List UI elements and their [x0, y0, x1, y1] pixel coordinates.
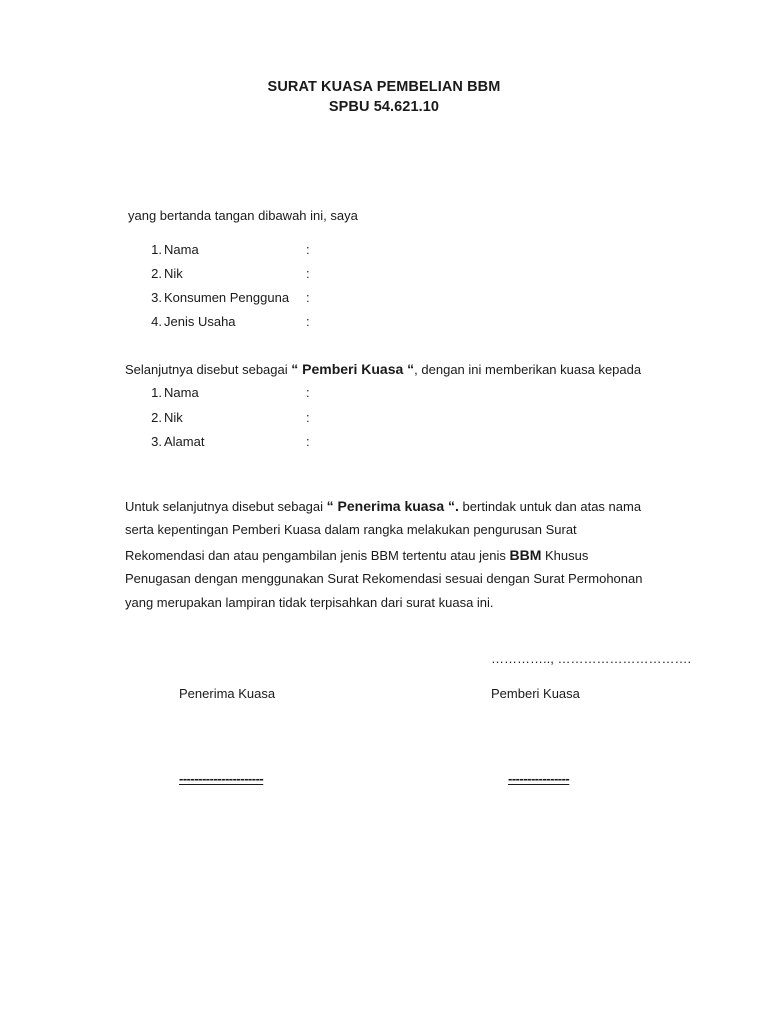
- field-label-nik: Nik: [164, 266, 183, 281]
- field-label-jenis-usaha: Jenis Usaha: [164, 314, 236, 329]
- paragraph-line: [125, 547, 685, 563]
- list-item: [140, 290, 340, 310]
- list-number: 1.: [151, 242, 162, 257]
- paragraph-line: [125, 498, 685, 514]
- pemberi-kuasa-label: Pemberi Kuasa: [491, 686, 580, 701]
- pemberi-kuasa-sentence: [125, 361, 685, 377]
- list-number: 1.: [151, 385, 162, 400]
- field-colon: :: [306, 266, 310, 281]
- paragraph-text: bertindak untuk dan atas nama: [458, 499, 642, 514]
- document-title: SURAT KUASA PEMBELIAN BBM: [267, 79, 501, 95]
- paragraph-line: Penugasan dengan menggunakan Surat Rekomendasi sesuai dengan Surat Permohonan: [125, 571, 643, 586]
- list-item: [140, 314, 340, 334]
- list-number: 3.: [151, 434, 162, 449]
- bbm-term: BBM: [509, 547, 542, 563]
- list-item: [140, 385, 340, 405]
- field-colon: :: [306, 434, 310, 449]
- list-item: [140, 266, 340, 286]
- sentence-text: , dengan ini memberikan kuasa kepada: [414, 362, 642, 377]
- field-label-nik: Nik: [164, 410, 183, 425]
- field-label-nama: Nama: [164, 385, 199, 400]
- paragraph-text: Untuk selanjutnya disebut sebagai: [125, 499, 327, 514]
- paragraph-line: yang merupakan lampiran tidak terpisahkan dari surat kuasa ini.: [125, 595, 494, 610]
- list-item: [140, 434, 340, 454]
- list-item: [140, 242, 340, 262]
- field-label-konsumen-pengguna: Konsumen Pengguna: [164, 290, 290, 305]
- sentence-text: Selanjutnya disebut sebagai: [125, 362, 292, 377]
- list-number: 3.: [151, 290, 162, 305]
- field-colon: :: [306, 242, 310, 257]
- penerima-kuasa-term: “ Penerima kuasa “.: [326, 498, 459, 514]
- penerima-signature-line: ----------------------: [179, 771, 264, 786]
- intro-text: yang bertanda tangan dibawah ini, saya: [128, 208, 358, 223]
- place-date: ………….., ………………………….: [491, 651, 692, 666]
- field-colon: :: [306, 410, 310, 425]
- field-label-alamat: Alamat: [164, 434, 205, 449]
- field-colon: :: [306, 314, 310, 329]
- pemberi-kuasa-term: “ Pemberi Kuasa “: [291, 361, 415, 377]
- penerima-kuasa-label: Penerima Kuasa: [179, 686, 276, 701]
- field-colon: :: [306, 290, 310, 305]
- document-subtitle: SPBU 54.621.10: [328, 99, 440, 115]
- paragraph-line: serta kepentingan Pemberi Kuasa dalam rangka melakukan pengurusan Surat: [125, 522, 577, 537]
- list-number: 2.: [151, 266, 162, 281]
- list-number: 2.: [151, 410, 162, 425]
- paragraph-text: Khusus: [541, 548, 589, 563]
- field-colon: :: [306, 385, 310, 400]
- list-item: [140, 410, 340, 430]
- pemberi-signature-line: ----------------: [508, 771, 570, 786]
- list-number: 4.: [151, 314, 162, 329]
- field-label-nama: Nama: [164, 242, 199, 257]
- paragraph-text: Rekomendasi dan atau pengambilan jenis BBM tertentu atau jenis: [125, 548, 510, 563]
